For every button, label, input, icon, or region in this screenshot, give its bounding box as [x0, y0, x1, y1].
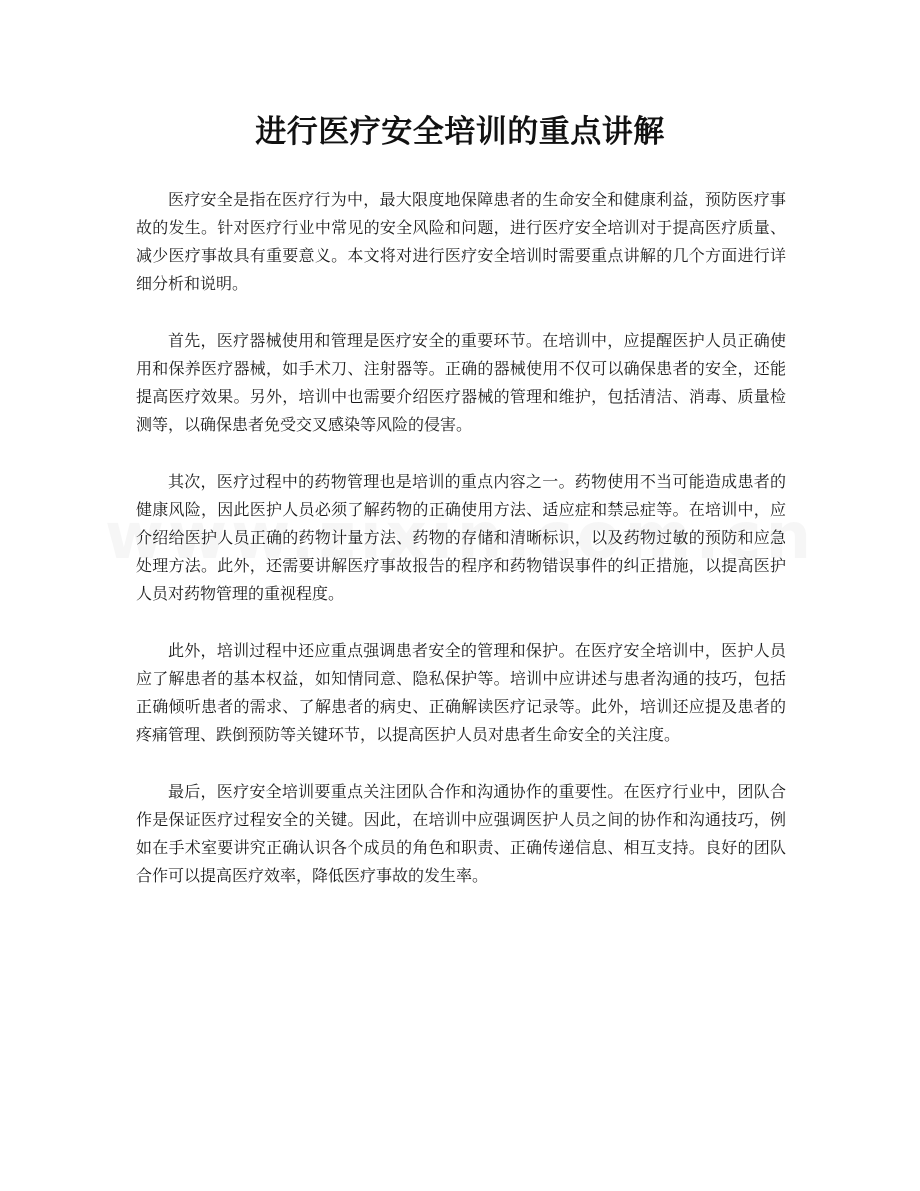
paragraph-patient-safety: 此外，培训过程中还应重点强调患者安全的管理和保护。在医疗安全培训中，医护人员应了解患者的基本权益，如知情同意、隐私保护等。培训中应讲述与患者沟通的技巧，包括正确倾听患者的需求、了解患者的病史、正确解读医疗记录等。此外，培训还应提及患者的疼痛管理、跌倒预防等关键环节，以提高医护人员对患者生命安全的关注度。: [136, 641, 786, 744]
document-title: 进行医疗安全培训的重点讲解: [255, 114, 665, 150]
paragraph-medication: 其次，医疗过程中的药物管理也是培训的重点内容之一。药物使用不当可能造成患者的健康风险，因此医护人员必须了解药物的正确使用方法、适应症和禁忌症等。在培训中，应介绍给医护人员正确的药物计量方法、药物的存储和清晰标识，以及药物过敏的预防和应急处理方法。此外，还需要讲解医疗事故报告的程序和药物错误事件的纠正措施，以提高医护人员对药物管理的重视程度。: [136, 472, 786, 603]
paragraph-teamwork: 最后，医疗安全培训要重点关注团队合作和沟通协作的重要性。在医疗行业中，团队合作是保证医疗过程安全的关键。因此，在培训中应强调医护人员之间的协作和沟通技巧，例如在手术室要讲究正确认识各个成员的角色和职责、正确传递信息、相互支持。良好的团队合作可以提高医疗效率，降低医疗事故的发生率。: [136, 782, 786, 885]
paragraph-intro: 医疗安全是指在医疗行为中，最大限度地保障患者的生命安全和健康利益，预防医疗事故的发生。针对医疗行业中常见的安全风险和问题，进行医疗安全培训对于提高医疗质量、减少医疗事故具有重要意义。本文将对进行医疗安全培训时需要重点讲解的几个方面进行详细分析和说明。: [136, 190, 786, 293]
document-body: [136, 186, 786, 919]
paragraph-equipment: 首先，医疗器械使用和管理是医疗安全的重要环节。在培训中，应提醒医护人员正确使用和保养医疗器械，如手术刀、注射器等。正确的器械使用不仅可以确保患者的安全，还能提高医疗效果。另外，培训中也需要介绍医疗器械的管理和维护，包括清洁、消毒、质量检测等，以确保患者免受交叉感染等风险的侵害。: [136, 331, 786, 434]
